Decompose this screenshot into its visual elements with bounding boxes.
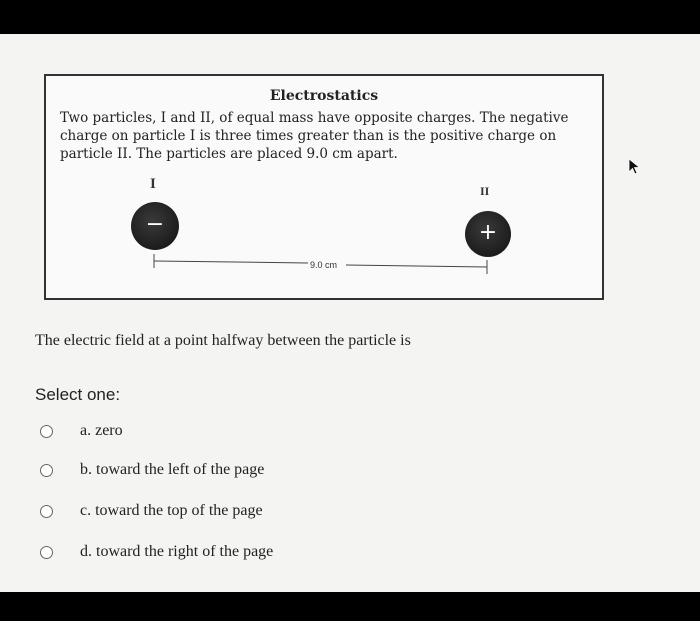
option-c-label[interactable]: c. toward the top of the page bbox=[80, 502, 263, 519]
option-b-label[interactable]: b. toward the left of the page bbox=[80, 461, 265, 478]
select-one-label: Select one: bbox=[35, 385, 121, 404]
distance-label: 9.0 cm bbox=[310, 260, 338, 270]
quiz-screen bbox=[0, 34, 700, 592]
option-a-label[interactable]: a. zero bbox=[80, 422, 123, 439]
particle-ii-label: II bbox=[480, 184, 490, 198]
electrostatics-figure bbox=[44, 74, 604, 300]
option-a-radio[interactable] bbox=[40, 425, 53, 438]
option-b-radio[interactable] bbox=[40, 464, 53, 477]
option-d[interactable] bbox=[40, 543, 273, 561]
question-text: The electric field at a point halfway between the particle is bbox=[35, 332, 411, 349]
figure-description: Two particles, I and II, of equal mass have opposite charges. The negative charge on particle I is three times greater than is the positive charge on particle II. The particles are placed 9.0 cm apart. bbox=[60, 110, 569, 162]
option-a[interactable] bbox=[40, 422, 123, 440]
mouse-cursor-icon bbox=[628, 158, 642, 176]
option-c-radio[interactable] bbox=[40, 505, 53, 518]
particle-i-label: I bbox=[150, 176, 156, 192]
option-b[interactable] bbox=[40, 461, 264, 479]
negative-particle: − bbox=[131, 202, 179, 250]
figure-title: Electrostatics bbox=[269, 88, 379, 104]
positive-particle: + bbox=[465, 211, 511, 257]
option-d-radio[interactable] bbox=[40, 546, 53, 559]
option-c[interactable] bbox=[40, 502, 263, 520]
option-d-label[interactable]: d. toward the right of the page bbox=[80, 543, 274, 560]
